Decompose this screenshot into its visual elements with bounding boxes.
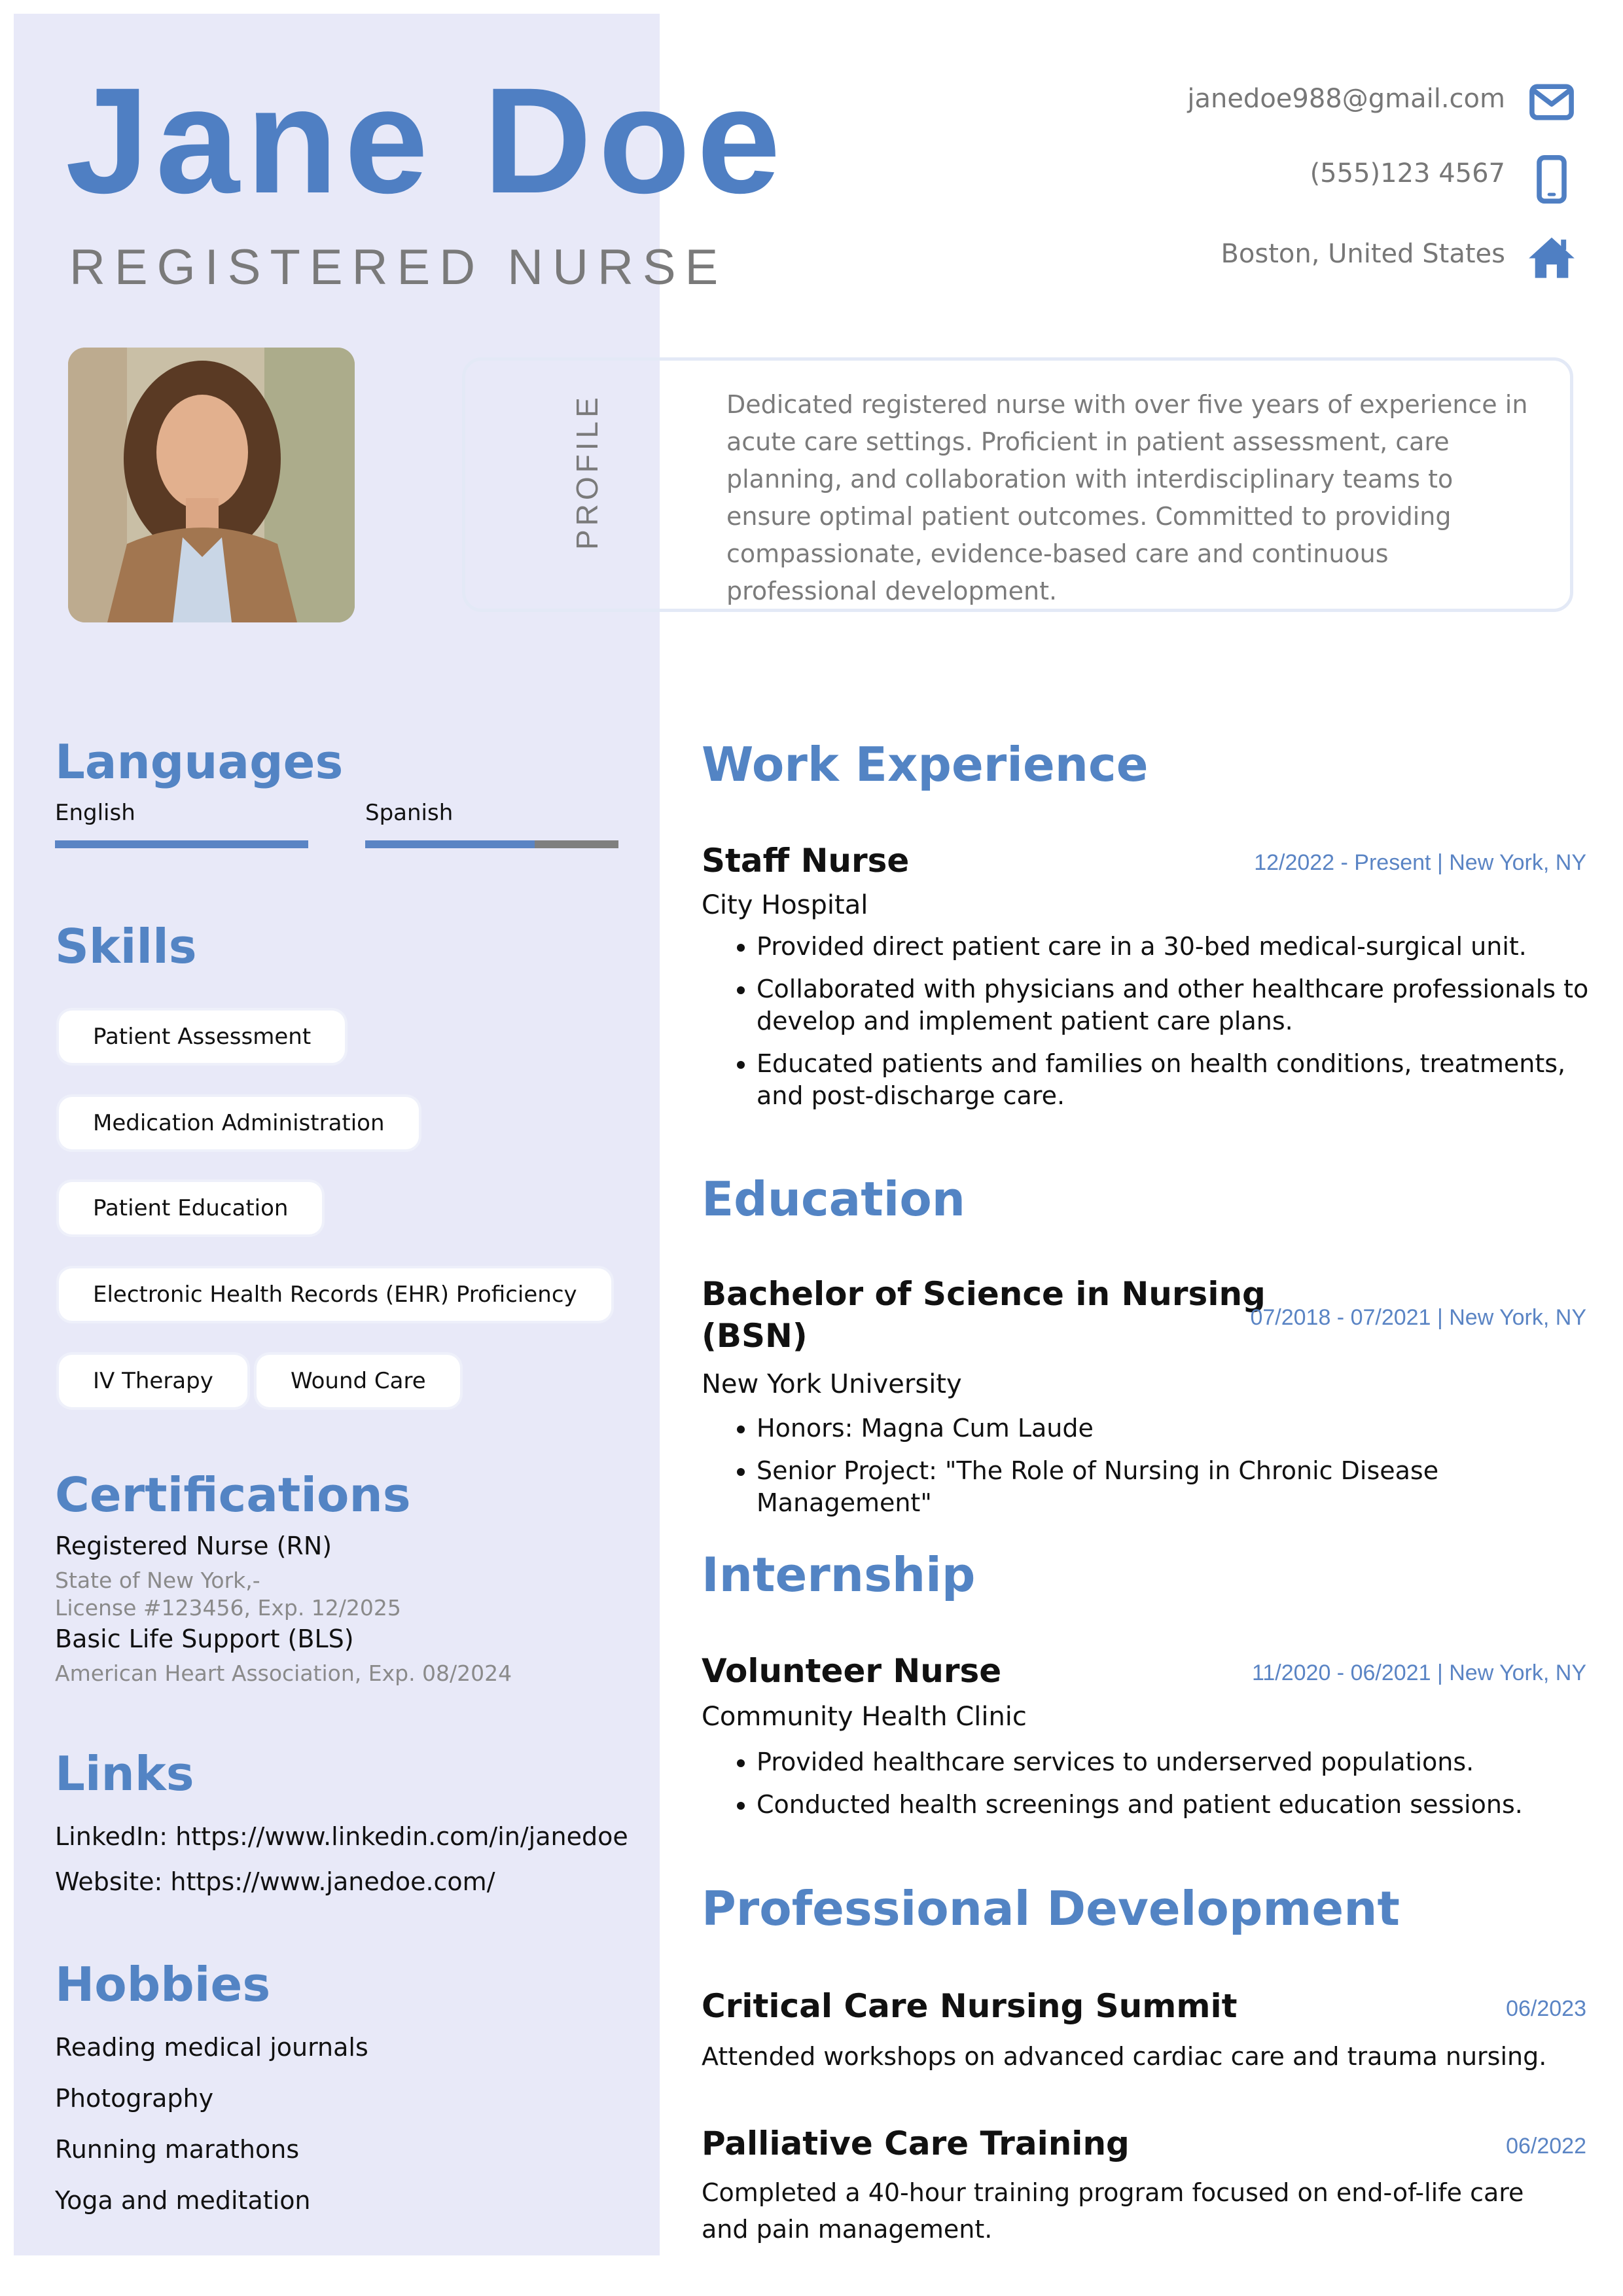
hobby-item: Reading medical journals [55, 2033, 368, 2062]
certification-name: Registered Nurse (RN) [55, 1532, 332, 1560]
certification-name: Basic Life Support (BLS) [55, 1624, 354, 1653]
skill-tag: Wound Care [257, 1355, 460, 1407]
candidate-name: Jane Doe [65, 56, 787, 224]
professional-development-heading: Professional Development [702, 1881, 1400, 1936]
training-description: Attended workshops on advanced cardiac care and trauma nursing. [702, 2042, 1547, 2071]
list-item: • Provided direct patient care in a 30-bed medical-surgical unit. [757, 931, 1607, 963]
job-location: New York, NY [1449, 850, 1586, 875]
training-date: 06/2022 [1506, 2134, 1586, 2159]
skill-tag: Patient Assessment [59, 1011, 345, 1063]
degree-title-cont: (BSN) [702, 1317, 808, 1355]
links-heading: Links [55, 1746, 194, 1801]
work-experience-heading: Work Experience [702, 737, 1149, 792]
skills-heading: Skills [55, 919, 197, 974]
linkedin-link[interactable]: LinkedIn: https://www.linkedin.com/in/janedoe [55, 1822, 628, 1851]
language-level-bar [55, 840, 308, 848]
training-title: Critical Care Nursing Summit [702, 1987, 1238, 2025]
training-description: Completed a 40-hour training program focused on end-of-life care and pain management. [702, 2178, 1524, 2244]
language-level-bar [365, 840, 618, 848]
internship-organization: Community Health Clinic [702, 1702, 1027, 1732]
skill-tag: Electronic Health Records (EHR) Proficiency [59, 1268, 611, 1321]
language-name: Spanish [365, 800, 454, 826]
skill-tag: IV Therapy [59, 1355, 247, 1407]
profile-summary: Dedicated registered nurse with over five years of experience in acute care settings. Proficient in patient assessment, care planning, and collaboration with interdisciplinary teams to ensure optimal patient outcomes. Committed to providing compassionate, evidence-based care and continuous professional development. [726, 390, 1528, 605]
hobby-item: Photography [55, 2084, 214, 2113]
list-item: • Honors: Magna Cum Laude [757, 1412, 1607, 1444]
email-icon [1527, 77, 1577, 127]
job-dates: 12/2022 - Present [1254, 850, 1431, 875]
meta-separator: | [1436, 1660, 1443, 1685]
meta-separator: | [1436, 1305, 1443, 1330]
internship-bullets [702, 1746, 1607, 1831]
education-heading: Education [702, 1172, 966, 1227]
education-dates-location [1250, 1305, 1586, 1331]
phone-text[interactable]: (555)123 4567 [1310, 158, 1505, 188]
list-item: • Provided healthcare services to underserved populations. [757, 1746, 1607, 1778]
job-organization: City Hospital [702, 890, 868, 920]
training-date: 06/2023 [1506, 1996, 1586, 2021]
internship-dates-location [1252, 1660, 1586, 1686]
language-name: English [55, 800, 135, 826]
degree-title: Bachelor of Science in Nursing [702, 1275, 1266, 1313]
certifications-heading: Certifications [55, 1467, 411, 1522]
skill-tag: Patient Education [59, 1182, 322, 1234]
training-title: Palliative Care Training [702, 2125, 1130, 2162]
internship-location: New York, NY [1449, 1660, 1586, 1685]
internship-heading: Internship [702, 1547, 976, 1602]
education-bullets [702, 1412, 1607, 1530]
job-dates-location [1254, 850, 1586, 876]
skill-tag: Medication Administration [59, 1097, 419, 1149]
job-title: Staff Nurse [702, 842, 910, 880]
hobby-item: Running marathons [55, 2135, 300, 2164]
certification-detail: American Heart Association, Exp. 08/2024 [55, 1660, 512, 1686]
mobile-phone-icon [1527, 154, 1577, 204]
education-location: New York, NY [1449, 1305, 1586, 1330]
job-bullets [702, 931, 1607, 1122]
list-item: • Educated patients and families on health conditions, treatments, and post-discharge care. [757, 1048, 1607, 1112]
certification-detail: State of New York,- [55, 1568, 260, 1593]
list-item: • Collaborated with physicians and other healthcare professionals to develop and implement patient care plans. [757, 973, 1607, 1037]
email-text[interactable]: janedoe988@gmail.com [1187, 84, 1505, 114]
language-level-fill [365, 840, 535, 848]
certification-detail: License #123456, Exp. 12/2025 [55, 1595, 401, 1621]
candidate-role: REGISTERED NURSE [69, 240, 728, 295]
list-item: • Conducted health screenings and patient education sessions. [757, 1789, 1607, 1821]
internship-title: Volunteer Nurse [702, 1652, 1002, 1690]
home-icon [1527, 232, 1577, 282]
profile-label: PROFILE [570, 393, 604, 550]
location-text: Boston, United States [1221, 239, 1505, 269]
website-link[interactable]: Website: https://www.janedoe.com/ [55, 1867, 495, 1896]
hobby-item: Yoga and meditation [55, 2186, 311, 2215]
profile-photo [68, 348, 355, 622]
education-dates: 07/2018 - 07/2021 [1250, 1305, 1431, 1330]
school-name: New York University [702, 1369, 962, 1399]
hobbies-heading: Hobbies [55, 1957, 271, 2012]
languages-heading: Languages [55, 734, 344, 789]
meta-separator: | [1436, 850, 1443, 875]
language-level-fill [55, 840, 308, 848]
internship-dates: 11/2020 - 06/2021 [1251, 1660, 1431, 1685]
list-item: • Senior Project: "The Role of Nursing in Chronic Disease Management" [757, 1455, 1607, 1519]
